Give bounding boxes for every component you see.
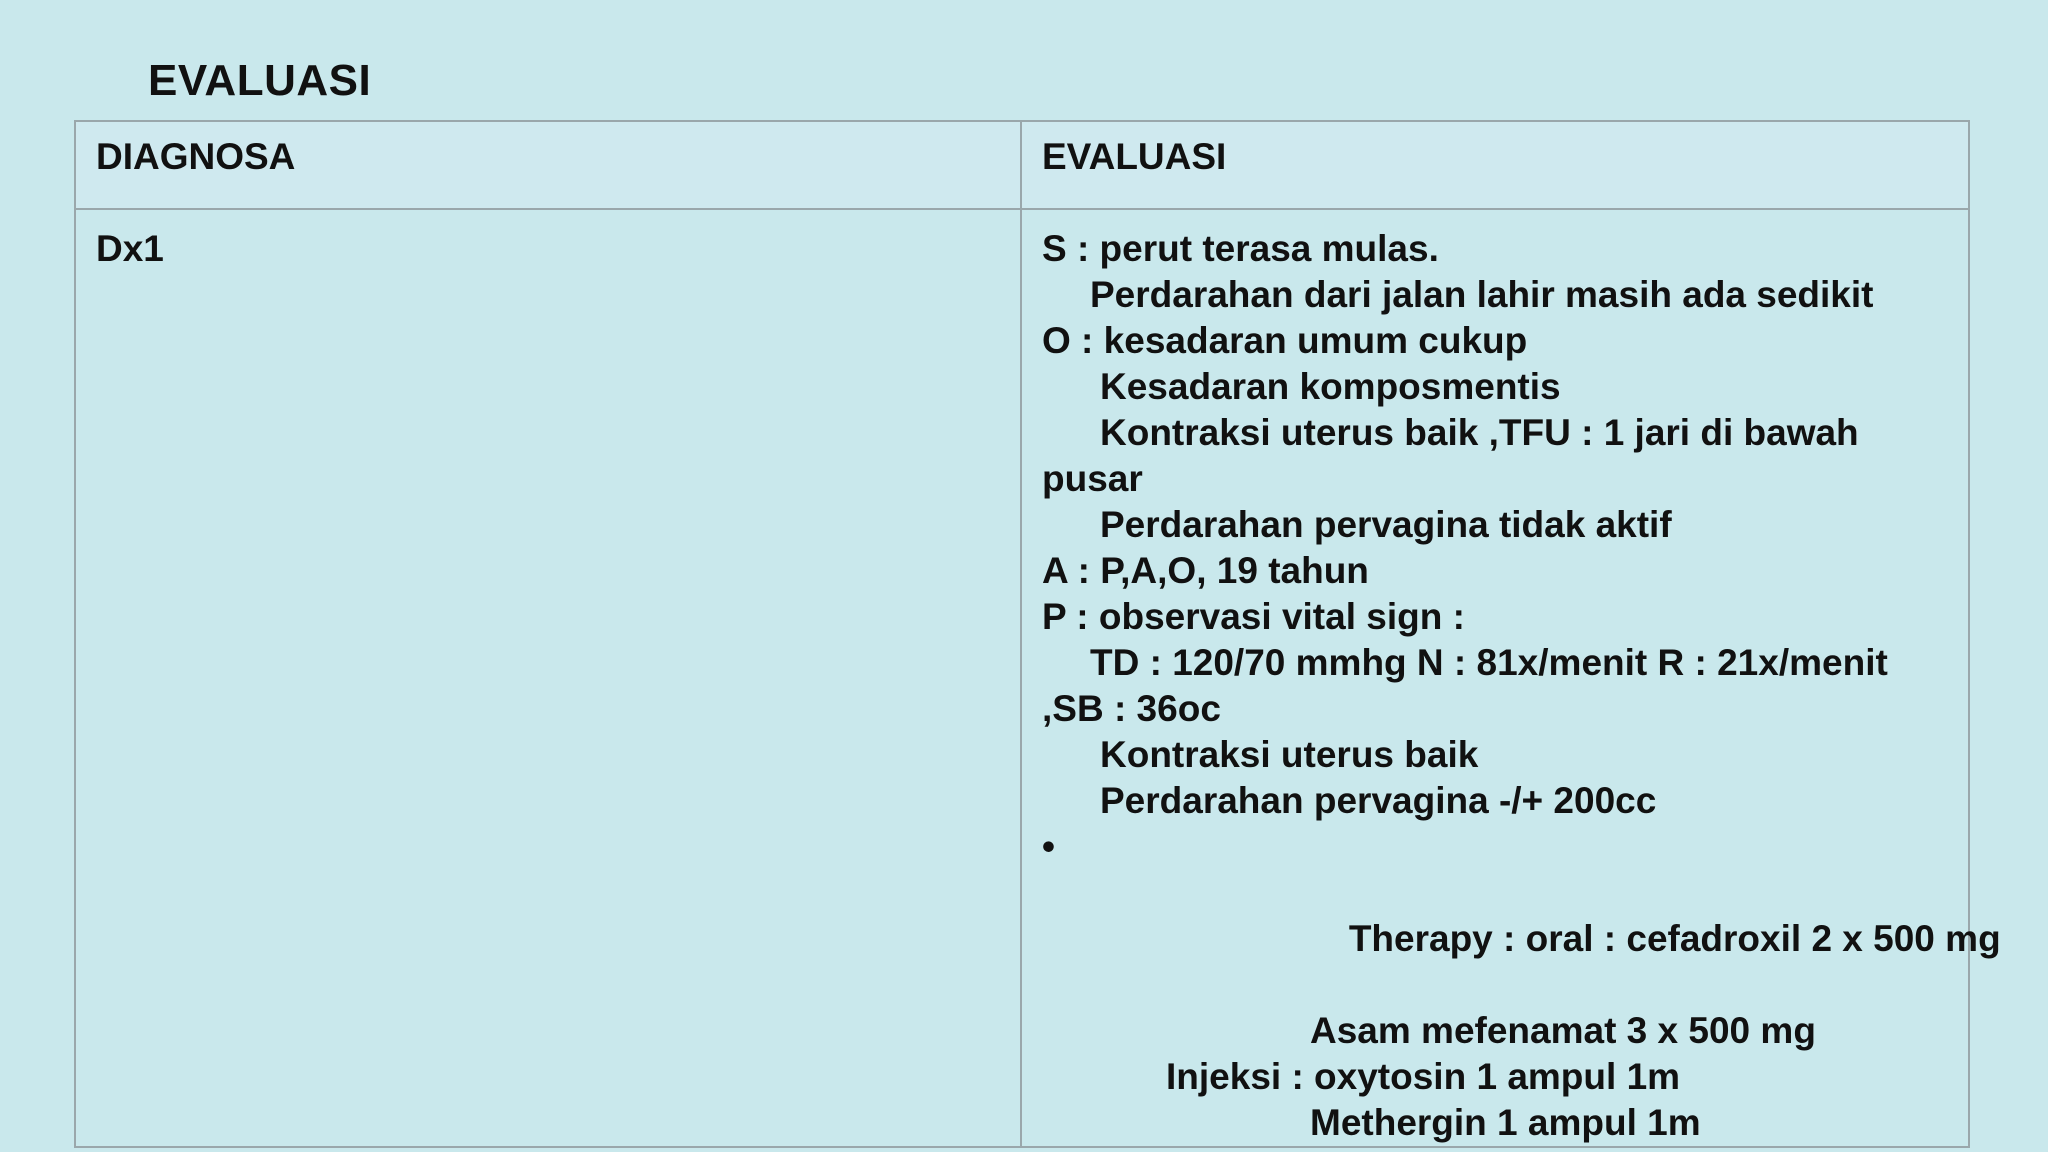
bullet-icon: • [1042,826,1055,867]
eval-line-s: S : perut terasa mulas. [1042,228,1439,269]
eval-line-a: A : P,A,O, 19 tahun [1042,550,1369,591]
eval-line: ,SB : 36oc [1042,688,1221,729]
evaluation-table [74,120,2001,1148]
eval-line: Kesadaran komposmentis [1100,366,1561,407]
table-header-row [75,121,1969,209]
therapy-text: Therapy : oral : cefadroxil 2 x 500 mg [1348,918,2001,959]
eval-line: Kontraksi uterus baik [1100,734,1479,775]
eval-line-vitals: TD : 120/70 mmhg N : 81x/menit R : 21x/menit [1090,642,1888,683]
eval-line: Perdarahan dari jalan lahir masih ada sedikit [1090,274,1874,315]
eval-line-o: O : kesadaran umum cukup [1042,320,1528,361]
eval-line: pusar [1042,458,1143,499]
eval-line: Injeksi : oxytosin 1 ampul 1m [1166,1056,1681,1097]
eval-line: Methergin 1 ampul 1m [1310,1102,1701,1143]
diagnosa-cell [75,209,1021,1147]
diagnosa-value: Dx1 [96,228,164,269]
table-row [75,209,1969,1147]
header-diagnosa: DIAGNOSA [75,121,1021,209]
evaluasi-cell [1021,209,2001,1147]
header-evaluasi: EVALUASI [1021,121,1969,209]
eval-line: Kontraksi uterus baik ,TFU : 1 jari di bawah [1100,412,1859,453]
eval-bullet-line [1042,824,2001,1008]
eval-line-p: P : observasi vital sign : [1042,596,1465,637]
slide-title: EVALUASI [148,56,372,105]
eval-line: Perdarahan pervagina tidak aktif [1100,504,1672,545]
eval-line: Perdarahan pervagina -/+ 200cc [1100,780,1657,821]
eval-line: Asam mefenamat 3 x 500 mg [1310,1010,1816,1051]
